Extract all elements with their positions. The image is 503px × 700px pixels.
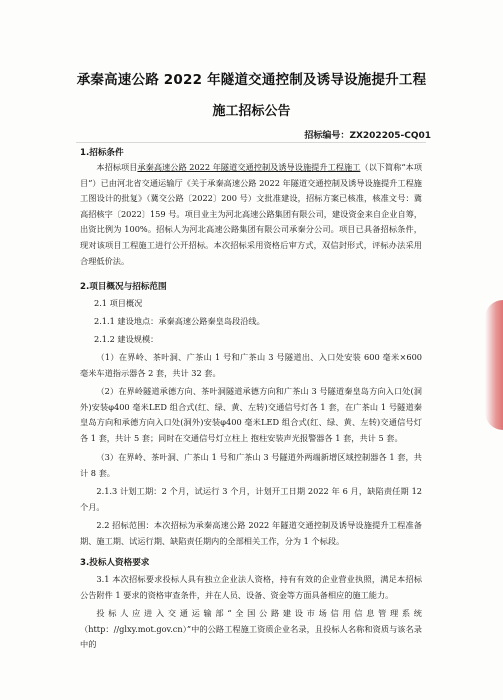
document-title: 承秦高速公路 2022 年隧道交通控制及诱导设施提升工程	[76, 72, 427, 88]
section-heading-3: 3.投标人资格要求	[80, 558, 150, 568]
document-subtitle: 施工招标公告	[212, 104, 291, 119]
s3-requirement-2: 投标人应进入交通运输部“全国公路建设市场信用信息管理系统（http：//glxy.mot.gov.cn）”中的公路工程施工资质企业名录，且投标人名称和资质与该名录中的	[80, 608, 422, 650]
s2-overview: 2.1 项目概况	[94, 298, 143, 308]
s2-item-2: （2）在界岭隧道承德方向、茶叶洞隧道承德方向和广茶山 3 号隧道秦皇岛方向入口处(洞外)安装φ400 毫米LED 组合式(红、绿、黄、左转)交通信号灯各 1 套，在广茶山 1 号隧道秦皇岛方向和承德方向入口处(洞外)安装φ400 毫米LED 组合式(红、绿、黄、左转)交通信号灯各 1 套，共计 5 套；同时在交通信号灯立柱上 抱柱安装声光报警器各 1 套，共计 5 套。	[80, 386, 422, 443]
s2-scope: 2.2 招标范围：本次招标为承秦高速公路 2022 年隧道交通控制及诱导设施提升工程准备期、施工期、试运行期、缺陷责任期内的全部相关工作，分为 1 个标段。	[80, 520, 422, 546]
seal-stamp-edge	[485, 300, 503, 430]
bid-number-value: ZX202205-CQ01	[349, 131, 431, 141]
s1-body: （以下简称“本项目”）已由河北省交通运输厅《关于承秦高速公路 2022 年隧道交通控制及诱导设施提升工程施工图设计的批复》（冀交公路〔2022〕200 号）文批准建设，招标方案已核准，核准文号：冀高招核字〔2022〕159 号。项目业主为河北高速公路集团有限公司，建设资金来自企业自筹，出资比例为 100%。招标人为河北高速公路集团有限公司承秦分公司。项目已具备招标条件，现对该项目工程施工进行公开招标。本次招标采用资格后审方式，双信封形式，评标办法采用合理低价法。	[80, 162, 423, 266]
section-1-paragraph	[80, 160, 422, 269]
bid-number-label: 招标编号：	[304, 131, 350, 141]
s2-schedule: 2.1.3 计划工期：2 个月，试运行 3 个月，计划开工日期 2022 年 6 月，缺陷责任期 12 个月。	[80, 486, 422, 512]
bid-number	[304, 128, 431, 141]
section-heading-2: 2.项目概况与招标范围	[80, 282, 167, 292]
section-heading-1: 1.招标条件	[80, 148, 124, 158]
divider	[76, 142, 426, 143]
s2-item-1: （1）在界岭、茶叶洞、广茶山 1 号和广茶山 3 号隧道出、入口处安装 600 毫米×600 毫米车道指示器各 2 套，共计 32 套。	[80, 352, 422, 378]
s1-prefix: 本招标项目	[96, 162, 138, 172]
s3-requirement-1: 3.1 本次招标要求投标人具有独立企业法人资格，持有有效的企业营业执照，满足本招标公告附件 1 要求的资格审查条件，并在人员、设备、资金等方面具备相应的施工能力。	[80, 574, 422, 600]
s2-location: 2.1.1 建设地点：承秦高速公路秦皇岛段沿线。	[94, 316, 265, 326]
s2-scale-heading: 2.1.2 建设规模：	[94, 334, 159, 344]
s2-item-3: （3）在界岭、茶叶洞、广茶山 1 号和广茶山 3 号隧道外两端新增区域控制器各 1 套，共计 8 套。	[80, 452, 422, 478]
project-name-underlined: 承秦高速公路 2022 年隧道交通控制及诱导设施提升工程施工	[137, 162, 361, 172]
